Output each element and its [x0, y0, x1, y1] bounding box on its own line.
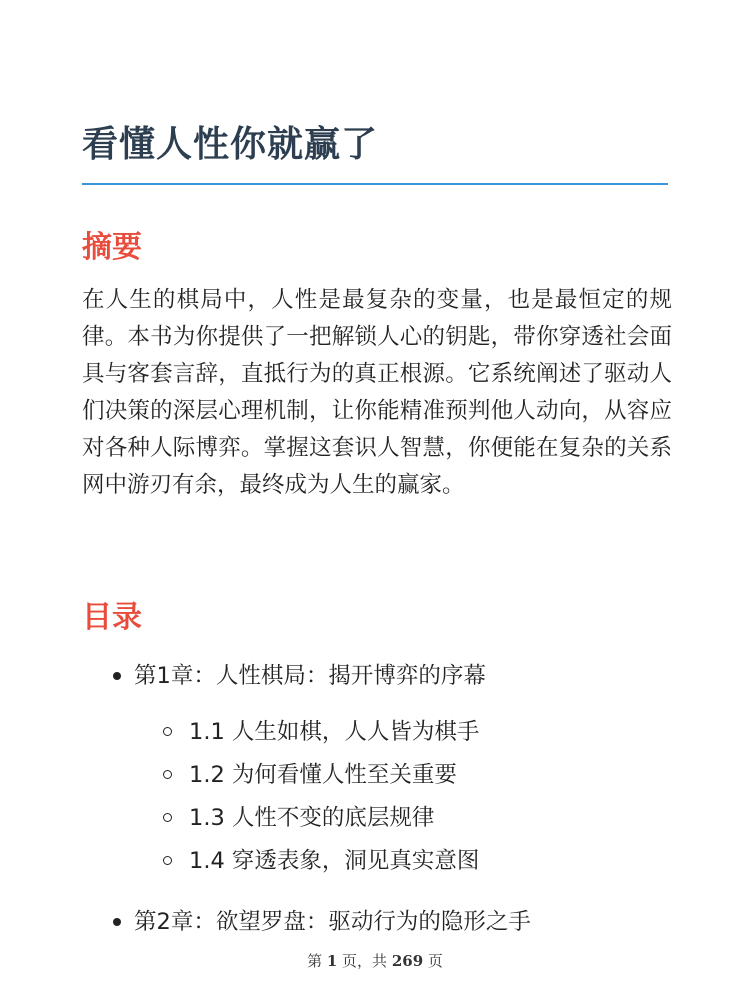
- toc-section-1-1[interactable]: 1.1 人生如棋，人人皆为棋手: [189, 719, 480, 745]
- section-bullet-icon: [163, 856, 172, 865]
- abstract-heading: 摘要: [82, 230, 142, 265]
- toc-heading: 目录: [82, 600, 142, 635]
- page-footer: [0, 950, 750, 971]
- footer-middle: 页，共: [337, 952, 392, 970]
- chapter-bullet-icon: [113, 918, 121, 926]
- total-pages: 269: [391, 952, 424, 970]
- toc-chapter-2[interactable]: 第2章：欲望罗盘：驱动行为的隐形之手: [134, 909, 531, 935]
- footer-suffix: 页: [423, 952, 443, 970]
- current-page-number: 1: [326, 952, 338, 970]
- toc-section-1-3[interactable]: 1.3 人性不变的底层规律: [189, 805, 435, 831]
- section-bullet-icon: [163, 813, 172, 822]
- book-title: 看懂人性你就赢了: [82, 124, 379, 165]
- toc-section-1-4[interactable]: 1.4 穿透表象，洞见真实意图: [189, 848, 480, 874]
- title-divider: [82, 183, 668, 185]
- section-bullet-icon: [163, 770, 172, 779]
- section-bullet-icon: [163, 727, 172, 736]
- abstract-text: 在人生的棋局中，人性是最复杂的变量，也是最恒定的规律。本书为你提供了一把解锁人心的钥匙，带你穿透社会面具与客套言辞，直抵行为的真正根源。它系统阐述了驱动人们决策的深层心理机制，让你能精准预判他人动向，从容应对各种人际博弈。掌握这套识人智慧，你便能在复杂的关系网中游刃有余，最终成为人生的赢家。: [82, 287, 672, 498]
- toc-section-1-2[interactable]: 1.2 为何看懂人性至关重要: [189, 762, 457, 788]
- toc-chapter-1[interactable]: 第1章：人性棋局：揭开博弈的序幕: [134, 663, 486, 689]
- footer-prefix: 第: [307, 952, 327, 970]
- chapter-bullet-icon: [113, 672, 121, 680]
